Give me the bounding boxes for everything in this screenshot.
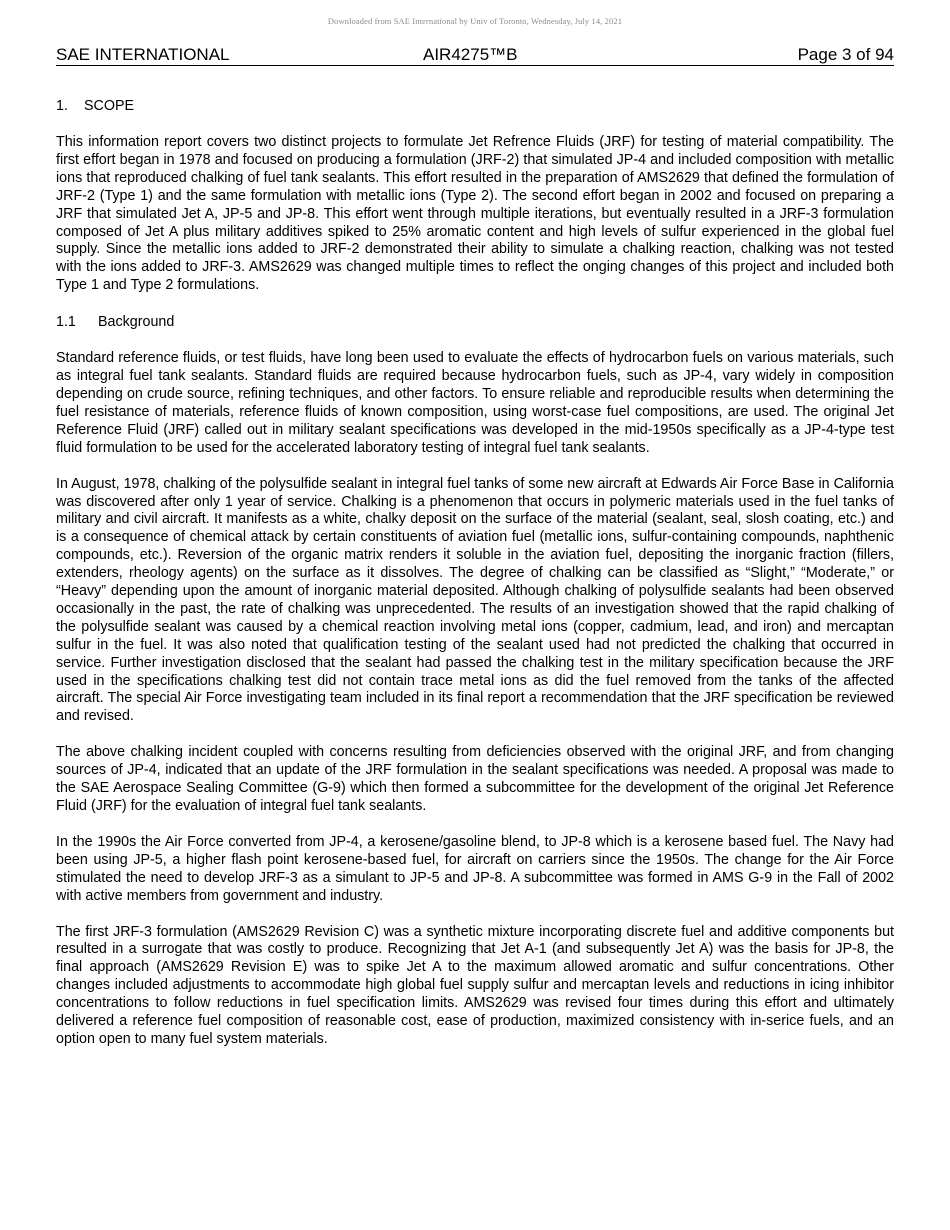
header-page-label: Page 3 of 94 bbox=[797, 45, 894, 64]
section-heading-background bbox=[56, 313, 894, 331]
subsection-number: 1.1 bbox=[56, 314, 76, 331]
document-body bbox=[56, 97, 894, 1049]
header-document-id: AIR4275™B bbox=[423, 45, 518, 64]
download-notice: Downloaded from SAE International by Univ of Toronto, Wednesday, July 14, 2021 bbox=[327, 16, 623, 26]
paragraph-background-2: In August, 1978, chalking of the polysulfide sealant in integral fuel tanks of some new aircraft at Edwards Air Force Base in California was discovered after only 1 year of service. Chalking is a phenomenon that occurs in polymeric materials used in the fuel tanks of military and civil aircraft. It manifests as a white, chalky deposit on the surface of the material (sealant, seal, slosh coating, etc.) and is a consequence of chemical attack by certain constituents of aviation fuel (metallic ions, sulfur-containing compounds, naphthenic compounds, etc.). Reversion of the organic matrix renders it soluble in the aviation fuel, depositing the inorganic fraction (fillers, extenders, rheology agents) on the surface as it dissolves. The degree of chalking can be classified as “Slight,” “Moderate,” or “Heavy” depending upon the amount of inorganic material deposited. Although chalking of polysulfide sealants had been observed occasionally in the past, the rate of chalking was unprecedented. The results of an investigation showed that the rapid chalking of the polysulfide sealant was caused by a chemical reaction involving metal ions (copper, cadmium, lead, and iron) and mercaptan sulfur in the fuel. It was also noted that qualification testing of the sealant used had not predicted the chalking that occurred in service. Further investigation disclosed that the sealant had passed the chalking test in the military specification because the JRF used in the specifications chalking test did not contain trace metal ions as did the fuel removed from the tanks of the affected aircraft. The special Air Force investigating team included in its final report a recommendation that the JRF specification be reviewed and revised. bbox=[56, 475, 894, 725]
section-title: SCOPE bbox=[84, 98, 135, 114]
section-heading-scope bbox=[56, 97, 894, 115]
paragraph-background-3: The above chalking incident coupled with concerns resulting from deficiencies observed with the original JRF, and from changing sources of JP-4, indicated that an update of the JRF formulation in the sealant specifications was needed. A proposal was made to the SAE Aerospace Sealing Committee (G-9) which then formed a subcommittee for the development of the original Jet Reference Fluid (JRF) for the evaluation of integral fuel tank sealants. bbox=[56, 744, 894, 814]
subsection-title: Background bbox=[98, 314, 175, 331]
paragraph-background-5: The first JRF-3 formulation (AMS2629 Revision C) was a synthetic mixture incorporating discrete fuel and additive components but resulted in a surrogate that was costly to produce. Recognizing that Jet A-1 (and subsequently Jet A) was the basis for JP-8, the final approach (AMS2629 Revision E) was to spike Jet A to the maximum allowed aromatic and sulfur concentrations. Other changes included adjustments to accommodate high global fuel supply sulfur and mercaptan levels and reductions in icing inhibitor concentrations to follow reductions in fuel specification limits. AMS2629 was revised four times during this effort and ultimately delivered a reference fuel composition of reasonable cost, ease of production, maximized consistency with in-serice fuels, and an option open to many fuel system materials. bbox=[56, 923, 894, 1047]
section-number: 1. bbox=[56, 98, 68, 114]
paragraph-background-1: Standard reference fluids, or test fluids, have long been used to evaluate the effects of hydrocarbon fuels on various materials, such as integral fuel tank sealants. Standard fluids are required because hydrocarbon fuels, such as JP-4, vary widely in composition depending on crude source, refining techniques, and other factors. To ensure reliable and reproducible results when determining the fuel resistance of materials, reference fluids of known composition, using worst-case fuel compositions, are used. The original Jet Reference Fluid (JRF) called out in military sealant specifications was developed in the mid-1950s specifically as a JP-4-type test fluid formulation to be used for the accelerated laboratory testing of integral fuel tank sealants. bbox=[56, 350, 894, 456]
paragraph-scope: This information report covers two distinct projects to formulate Jet Refrence Fluids (JRF) for testing of material compatibility. The first effort began in 1978 and focused on producing a formulation (JRF-2) that simulated JP-4 and included composition with metallic ions that reproduced chalking of fuel tank sealants. This effort resulted in the preparation of AMS2629 that defined the formulation of JRF-2 (Type 1) and the same formulation with metallic ions (Type 2). The second effort began in 2002 and focused on preparing a JRF that simulated Jet A, JP-5 and JP-8. This effort went through multiple iterations, but eventually resulted in a JRF-3 formulation composed of Jet A plus military additives spiked to 25% aromatic content and high levels of sulfur experienced in the global fuel supply. Since the metallic ions added to JRF-2 demonstrated their ability to simulate a chalking reaction, chalking was not tested with the ions added to JRF-3. AMS2629 was changed multiple times to reflect the onging changes of this project and included both Type 1 and Type 2 formulations. bbox=[56, 134, 894, 294]
paragraph-background-4: In the 1990s the Air Force converted from JP-4, a kerosene/gasoline blend, to JP-8 which is a kerosene based fuel. The Navy had been using JP-5, a higher flash point kerosene-based fuel, for aircraft on carriers since the 1950s. The change for the Air Force stimulated the need to develop JRF-3 as a simulant to JP-5 and JP-8. A subcommittee was formed in AMS G-9 in the Fall of 2002 with active members from government and industry. bbox=[56, 833, 894, 904]
header-organization: SAE INTERNATIONAL bbox=[56, 45, 230, 64]
running-header bbox=[56, 44, 894, 66]
